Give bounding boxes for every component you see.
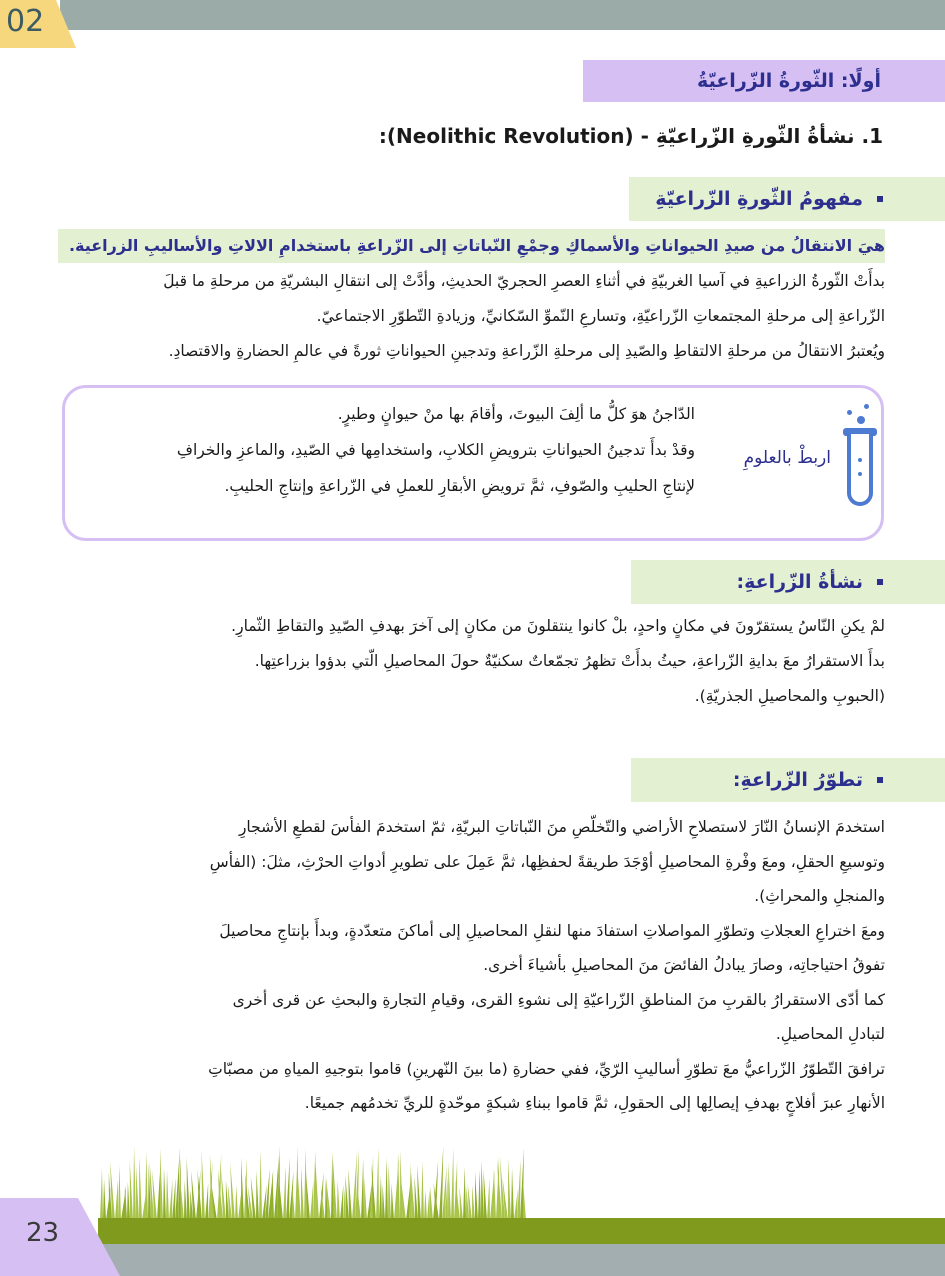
grass-blade <box>345 1175 349 1220</box>
bullet-icon <box>877 196 883 202</box>
grass-blade <box>202 1151 205 1220</box>
grass-blade <box>100 1168 103 1220</box>
grass-blade <box>256 1171 259 1220</box>
origin-line: بدأَ الاستقرارُ معَ بدايةِ الزّراعةِ، حيثُ بدأَتْ تظهرُ تجمّعاتٌ سكنيّةٌ حولَ المحاصيلِ الّتي بدؤوا بزراعتِها. <box>254 652 885 670</box>
concept-title: مفهومُ الثّورةِ الزّراعيّةِ <box>655 188 863 210</box>
science-line: الدّاجنُ هوَ كلُّ ما ألِفَ البيوتَ، وأقامَ بها منْ حيوانٍ وطيرٍ. <box>337 405 695 423</box>
grass-blade <box>417 1165 421 1220</box>
grass-blade <box>286 1157 290 1220</box>
grass-blade <box>133 1147 136 1220</box>
science-label: اربطْ بالعلومِ <box>743 448 831 468</box>
grass-blade <box>451 1148 454 1220</box>
grass-blade <box>103 1179 106 1220</box>
grass-blade <box>517 1159 521 1220</box>
top-bar <box>60 0 945 30</box>
grass-blade <box>187 1158 190 1220</box>
grass-blade <box>379 1175 382 1220</box>
grass-blade <box>382 1185 385 1220</box>
grass-blade <box>169 1180 172 1220</box>
grass-blade <box>241 1157 244 1220</box>
development-line: وتوسيعِ الحقلِ، ومعَ وفْرةِ المحاصيلِ أوْجَدَ طريقةً لحفظِها، ثمَّ عَمِلَ على تطويرِ أدواتِ الحرْثِ، مثلَ: (الفأسِ <box>209 852 885 871</box>
grass-blade <box>340 1184 343 1220</box>
bubble-icon <box>864 404 869 409</box>
grass-blade <box>487 1179 490 1220</box>
development-line: لتبادلِ المحاصيلِ. <box>775 1025 885 1043</box>
grass-blade <box>481 1160 484 1220</box>
grass-blade <box>388 1163 391 1220</box>
grass-blade <box>364 1178 367 1220</box>
grass-blade <box>414 1176 418 1220</box>
origin-line: لمْ يكنِ النّاسُ يستقرّونَ في مكانٍ واحدٍ، بلْ كانوا ينتقلونَ من مكانٍ إلى آخرَ بهدفِ الصّيدِ والتقاطِ الثّمارِ. <box>231 617 885 635</box>
science-text <box>75 396 695 504</box>
grass-blade <box>376 1148 379 1220</box>
section-title-text: أولًا: الثّورةُ الزّراعيّةُ <box>697 70 881 92</box>
development-line: والمنجلِ والمحراثِ). <box>754 887 885 905</box>
grass-blade <box>160 1148 163 1220</box>
development-title: تطوّرُ الزّراعةِ: <box>732 769 863 791</box>
test-tube-icon <box>847 434 873 506</box>
tube-dot-icon <box>858 458 862 462</box>
grass-blade <box>430 1186 433 1220</box>
grass-blade <box>283 1166 286 1220</box>
development-line: تفوقُ احتياجاتِه، وصارَ يبادلُ الفائضَ منَ المحاصيلِ بأشياءَ أخرى. <box>483 956 885 974</box>
grass-blade <box>139 1156 142 1220</box>
development-paragraph <box>58 810 885 1121</box>
grass-blade <box>130 1160 133 1220</box>
grass-blade <box>235 1185 238 1220</box>
grass-blade <box>348 1168 352 1220</box>
lesson-heading: 1. نشأةُ الثّورةِ الزّراعيّةِ - (Neolithic Revolution): <box>378 124 883 148</box>
grass-blade <box>184 1181 187 1220</box>
grass-blade <box>136 1166 139 1220</box>
grass-blade <box>301 1167 304 1220</box>
grass-blade <box>448 1162 451 1220</box>
science-link-box <box>62 385 884 541</box>
grass-blade <box>463 1167 466 1220</box>
grass-blade <box>343 1189 346 1220</box>
grass-decoration-icon <box>98 1146 528 1220</box>
grass-blade <box>421 1161 424 1220</box>
bullet-icon <box>877 579 883 585</box>
development-line: الأنهارِ عبرَ أفلاجٍ بهدفِ إيصالِها إلى الحقولِ، ثمَّ قاموا ببناءِ شبكةٍ موحّدةٍ للريِّ تخدمُهم جميعًا. <box>304 1094 885 1112</box>
page-number: 23 <box>26 1218 60 1248</box>
grass-blade <box>205 1183 208 1220</box>
grass-blade <box>460 1188 463 1220</box>
grass-blade <box>118 1165 121 1220</box>
grass-blade <box>310 1180 313 1220</box>
grass-blade <box>127 1182 130 1220</box>
concept-line: بدأَتْ الثّورةُ الزراعيةِ في آسيا الغربيّةِ في أثناءِ العصرِ الحجريّ الحديثِ، وأدَّتْ إلى انتقالِ البشريّةِ من مرحلةِ ما قبلَ <box>163 272 885 290</box>
grass-blade <box>478 1170 481 1220</box>
grass-blade <box>427 1190 430 1220</box>
grass-blade <box>337 1180 340 1220</box>
bubble-icon <box>847 410 852 415</box>
grass-blade <box>292 1188 295 1220</box>
bottom-bar <box>98 1218 945 1244</box>
origin-title-box <box>631 560 945 604</box>
section-title <box>583 60 945 102</box>
grass-blade <box>493 1168 496 1220</box>
grass-blade <box>163 1168 166 1220</box>
grass-blade <box>145 1151 148 1220</box>
origin-paragraph <box>58 609 885 714</box>
grass-blade <box>259 1150 262 1220</box>
grass-blade <box>181 1189 184 1220</box>
grass-blade <box>424 1190 427 1220</box>
bullet-icon <box>877 777 883 783</box>
concept-paragraph <box>58 264 885 369</box>
concept-line: الزّراعةِ إلى مرحلةِ المجتمعاتِ الزّراعيّةِ، وتسارعِ النّموِّ السّكانيِّ، وزيادةِ التّطوّرِ الاجتماعيّ. <box>316 307 885 325</box>
concept-definition: هيَ الانتقالُ من صيدِ الحيواناتِ والأسماكِ وجمْعِ النّباتاتِ إلى الزّراعةِ باستخدامِ الالاتِ والأساليبِ الزراعية. <box>58 229 885 263</box>
grass-blade <box>166 1170 169 1220</box>
development-line: كما أدّى الاستقرارُ بالقربِ منَ المناطقِ الزّراعيّةِ إلى نشوءِ القرى، وقيامِ التجارةِ والبحثِ عن قرى أخرى <box>232 990 885 1009</box>
chapter-number: 02 <box>6 4 45 39</box>
grass-blade <box>514 1189 518 1220</box>
concept-line: ويُعتبرُ الانتقالُ من مرحلةِ الالتقاطِ والصّيدِ إلى مرحلةِ الزّراعةِ وتدجينِ الحيواناتِ ثورةً في عالمِ الحضارةِ والاقتصادِ. <box>168 342 885 360</box>
science-line: لإنتاجِ الحليبِ والصّوفِ، ثمَّ ترويضِ الأبقارِ للعملِ في الزّراعةِ وإنتاجِ الحليبِ. <box>224 477 695 495</box>
grass-blade <box>172 1178 176 1220</box>
grass-blade <box>475 1172 478 1220</box>
grass-blade <box>361 1158 364 1220</box>
grass-blade <box>439 1146 443 1220</box>
grass-blade <box>472 1185 475 1220</box>
development-line: استخدمَ الإنسانُ النّارَ لاستصلاحِ الأراضي والتّخلّصِ منَ النّباتاتِ البريّةِ، ثمّ استخدمَ الفأسَ لقطعِ الأشجارِ <box>238 818 885 836</box>
origin-title: نشأةُ الزّراعةِ: <box>736 571 863 593</box>
science-line: وقدْ بدأَ تدجينُ الحيواناتِ بترويضِ الكلابِ، واستخدامِها في الصّيدِ، والماعزِ والخرافِ <box>176 441 695 459</box>
origin-line: (الحبوبِ والمحاصيلِ الجذريّةِ). <box>694 687 885 705</box>
grass-blade <box>508 1158 511 1220</box>
development-line: ترافقَ التّطوّرُ الزّراعيُّ معَ تطوّرِ أساليبِ الرّيِّ، ففي حضارةِ (ما بينَ النّهرينِ) قاموا بتوجيهِ المياهِ من مصبّاتِ <box>208 1059 885 1078</box>
grass-blade <box>157 1172 160 1220</box>
grass-blade <box>385 1157 388 1220</box>
grass-blade <box>115 1180 118 1220</box>
tube-dot-icon <box>858 472 862 476</box>
grass-blade <box>511 1168 514 1220</box>
bottom-bar-gray <box>98 1244 945 1276</box>
development-line: ومعَ اختراعِ العجلاتِ وتطوّرِ المواصلاتِ استفادَ منها لنقلِ المحاصيلِ إلى أماكنَ متعدّدةٍ، وبدأَ بإنتاجِ محاصيلَ <box>219 921 885 940</box>
grass-blade <box>484 1170 487 1220</box>
development-title-box <box>631 758 945 802</box>
concept-title-box <box>629 177 945 221</box>
grass-blade <box>391 1184 394 1220</box>
bubble-icon <box>857 416 865 424</box>
grass-blade <box>523 1180 526 1220</box>
